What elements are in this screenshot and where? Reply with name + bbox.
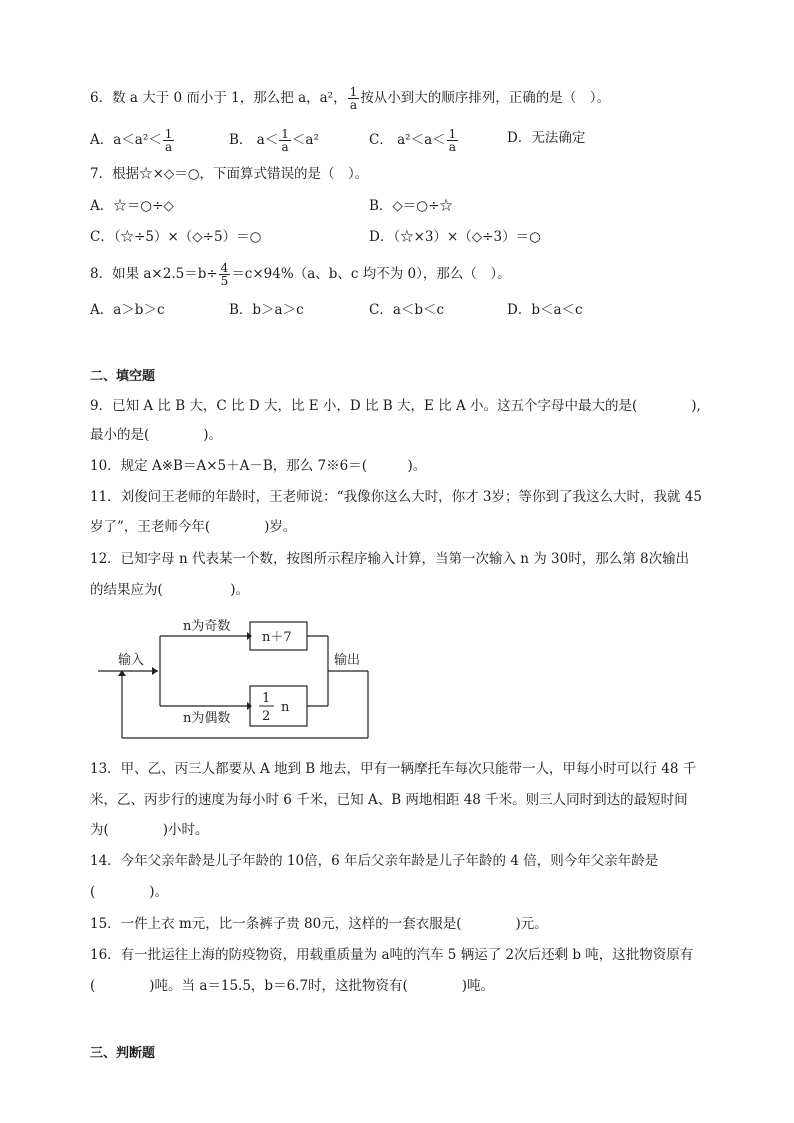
q6-option-b[interactable]: B． a＜ $\frac{1}{a}$ ＜a² (229, 127, 319, 154)
q8-option-a[interactable]: A．a＞b＞c (90, 302, 165, 318)
fraction: $\frac{1}{a}$ (349, 85, 358, 112)
q13-line2: 米，乙、丙步行的速度为每小时 6 千米，已知 A、B 两地相距 48 千米。则三人同时到达的最短时间 (90, 792, 688, 808)
q8-stem: 8．如果 a×2.5＝b÷ $\frac{4}{5}$ ＝c×94%（a、b、c 均不为 0），那么（ ）。 (90, 261, 511, 288)
q14-line2: ( )。 (90, 884, 169, 900)
section-heading-fill-in: 二、填空题 (90, 369, 156, 384)
q6-option-d[interactable]: D．无法确定 (507, 130, 586, 146)
q7-option-d[interactable]: D．（☆×3）×（◇÷3）＝○ (369, 229, 541, 245)
fraction: $\frac{4}{5}$ (220, 261, 229, 288)
q7-option-b[interactable]: B．◇＝○÷☆ (369, 198, 453, 214)
q8-option-b[interactable]: B．b＞a＞c (229, 302, 304, 318)
program-flow-diagram (0, 610, 794, 750)
fraction: $\frac{1}{a}$ (281, 127, 289, 154)
diagram-box-bottom-num: 1 (262, 691, 271, 706)
q12-line2: 的结果应为( )。 (90, 582, 250, 598)
fraction: $\frac{1}{a}$ (448, 127, 457, 154)
q7-stem: 7．根据☆×◇＝○，下面算式错误的是（ ）。 (90, 166, 369, 182)
q6-option-a[interactable]: A．a＜a²＜ $\frac{1}{a}$ (90, 127, 173, 154)
q9-line2: 最小的是( )。 (90, 427, 223, 443)
diagram-output-label: 输出 (334, 653, 361, 668)
q13-line1: 13．甲、乙、丙三人都要从 A 地到 B 地去，甲有一辆摩托车每次只能带一人，甲每小时可以行 48 千 (90, 761, 697, 777)
q10-stem: 10．规定 A※B＝A×5＋A－B，那么 7※6＝( )。 (90, 458, 427, 474)
q7-option-c[interactable]: C．（☆÷5）×（◇÷5）＝○ (90, 229, 262, 245)
diagram-box-top: n＋7 (262, 630, 292, 645)
fraction: $\frac{1}{a}$ (164, 127, 173, 154)
diagram-even-label: n为偶数 (183, 711, 231, 726)
section-heading-true-false: 三、判断题 (90, 1046, 156, 1061)
q12-line1: 12．已知字母 n 代表某一个数，按图所示程序输入计算，当第一次输入 n 为 30时，那么第 8次输出 (90, 551, 690, 567)
q11-line2: 岁了”，王老师今年( )岁。 (90, 519, 297, 535)
q13-line3: 为( )小时。 (90, 822, 209, 838)
diagram-box-bottom-den: 2 (262, 709, 271, 724)
q11-line1: 11．刘俊问王老师的年龄时，王老师说：“我像你这么大时，你才 3岁；等你到了我这么大时，我就 45 (90, 489, 702, 505)
q6-stem: 6．数 a 大于 0 而小于 1，那么把 a，a²， $\frac{1}{a}$ 按从小到大的顺序排列，正确的是（ ）。 (90, 85, 610, 112)
q8-option-c[interactable]: C．a＜b＜c (369, 302, 445, 318)
diagram-odd-label: n为奇数 (183, 619, 231, 634)
q16-line2: ( )吨。当 a＝15.5，b＝6.7时，这批物资有( )吨。 (90, 978, 495, 994)
diagram-input-label: 输入 (118, 653, 145, 668)
diagram-box-bottom-var: n (281, 700, 290, 715)
q8-option-d[interactable]: D．b＜a＜c (507, 302, 583, 318)
q6-option-c[interactable]: C． a²＜a＜ $\frac{1}{a}$ (369, 127, 457, 154)
q9-line1: 9．已知 A 比 B 大，C 比 D 大，比 E 小，D 比 B 大，E 比 A 小。这五个字母中最大的是( ), (90, 398, 701, 414)
q15-stem: 15．一件上衣 m元，比一条裤子贵 80元，这样的一套衣服是( )元。 (90, 916, 548, 932)
q16-line1: 16．有一批运往上海的防疫物资，用载重质量为 a吨的汽车 5 辆运了 2次后还剩 b 吨，这批物资原有 (90, 947, 694, 963)
q14-line1: 14．今年父亲年龄是儿子年龄的 10倍，6 年后父亲年龄是儿子年龄的 4 倍，则今年父亲年龄是 (90, 853, 659, 869)
q7-option-a[interactable]: A．☆＝○÷◇ (90, 198, 174, 214)
